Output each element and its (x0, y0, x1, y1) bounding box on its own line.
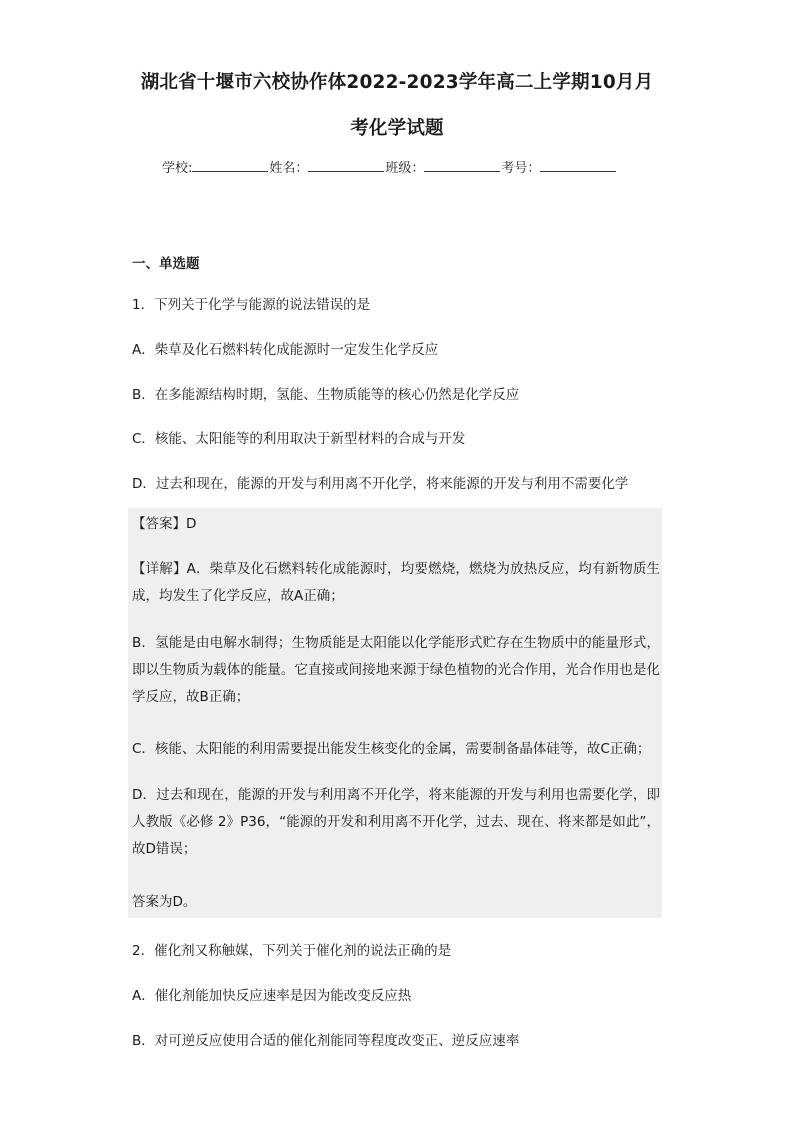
question-1-explanation-c: C．核能、太阳能的利用需要提出能发生核变化的金属，需要制备晶体硅等，故C正确； (132, 741, 651, 757)
question-1-option-b: B．在多能源结构时期，氢能、生物质能等的核心仍然是化学反应 (132, 387, 520, 403)
question-1-option-d: D．过去和现在，能源的开发与利用离不开化学，将来能源的开发与利用不需要化学 (132, 476, 629, 492)
question-2-option-a: A．催化剂能加快反应速率是因为能改变反应热 (132, 988, 412, 1004)
question-1-explanation-a: 【详解】A．柴草及化石燃料转化成能源时，均要燃烧，燃烧为放热反应，均有新物质生成，均发生了化学反应，故A正确； (132, 561, 660, 604)
question-1-explanation-d: D．过去和现在，能源的开发与利用离不开化学，将来能源的开发与利用也需要化学，即人教版《必修 2》P36，“能源的开发和利用离不开化学，过去、现在、将来都是如此”，故D错误； (132, 787, 660, 857)
exam-title-line2: 考化学试题 (350, 118, 444, 139)
exam-number-label: 考号： (501, 161, 541, 176)
question-1-conclusion: 答案为D。 (132, 894, 197, 910)
class-label: 班级： (385, 161, 425, 176)
name-label: 姓名： (269, 161, 309, 176)
student-info-row (162, 157, 617, 176)
question-1-answer: 【答案】D (132, 516, 197, 532)
question-2-option-b: B．对可逆反应使用合适的催化剂能同等程度改变正、逆反应速率 (132, 1033, 520, 1049)
question-2-stem: 2．催化剂又称触媒，下列关于催化剂的说法正确的是 (132, 943, 452, 959)
question-1-explanation-b: B．氢能是由电解水制得；生物质能是太阳能以化学能形式贮存在生物质中的能量形式，即以生物质为载体的能量。它直接或间接地来源于绿色植物的光合作用，光合作用也是化学反应，故B正确； (132, 635, 660, 705)
name-blank[interactable] (308, 159, 384, 172)
question-1-stem: 1．下列关于化学与能源的说法错误的是 (132, 297, 371, 313)
exam-title-line1: 湖北省十堰市六校协作体2022-2023学年高二上学期10月月 (140, 72, 654, 93)
section-title: 一、单选题 (132, 256, 200, 272)
school-blank[interactable] (192, 159, 268, 172)
school-label: 学校: (162, 161, 193, 176)
question-1-option-a: A．柴草及化石燃料转化成能源时一定发生化学反应 (132, 342, 439, 358)
exam-number-blank[interactable] (540, 159, 616, 172)
question-1-option-c: C．核能、太阳能等的利用取决于新型材料的合成与开发 (132, 431, 466, 447)
class-blank[interactable] (424, 159, 500, 172)
